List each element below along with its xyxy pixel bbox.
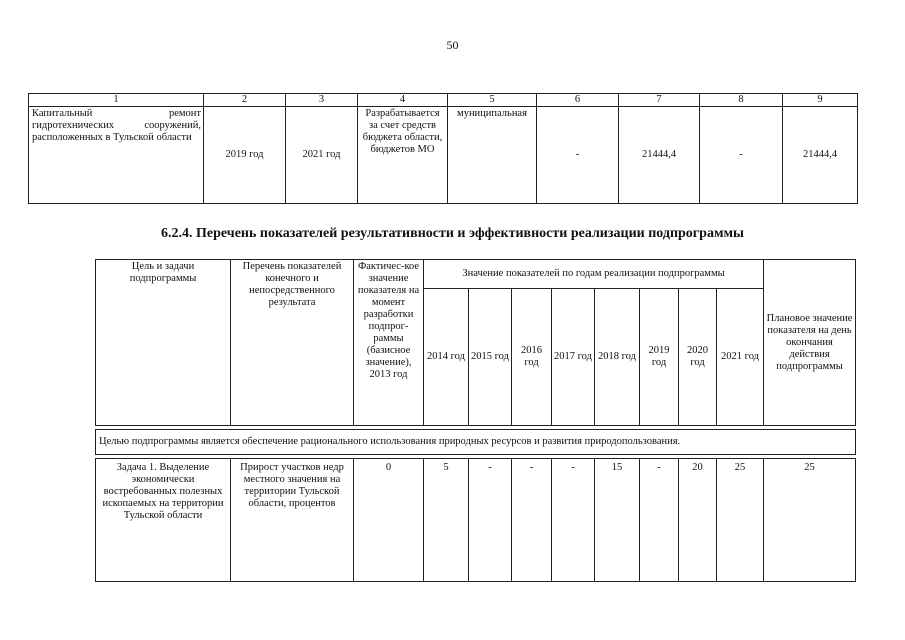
indicator-text: Прирост участков недр местного значения на территории Тульской области, процентов (231, 459, 354, 582)
page-number: 50 (446, 38, 459, 52)
goal-text: Целью подпрограммы является обеспечение рационального использования природных ресурсов и развития природопользования. (96, 430, 856, 455)
table-row (96, 459, 856, 582)
end-year: 2021 год (286, 107, 358, 204)
cell-value: - (700, 107, 783, 204)
year-value: - (640, 459, 679, 582)
year-header: 2021 год (717, 289, 764, 426)
planned-value-header: Плановое значение показателя на день окончания действия подпрограммы (764, 260, 856, 426)
by-years-header: Значение показателей по годам реализации подпрограммы (424, 260, 764, 289)
year-value: 25 (717, 459, 764, 582)
program-type: муниципальная (448, 107, 537, 204)
header-row (96, 260, 856, 289)
year-value: 15 (595, 459, 640, 582)
column-number-row (29, 94, 858, 107)
column-number: 7 (619, 94, 700, 107)
base-value: 0 (354, 459, 424, 582)
year-header: 2015 год (469, 289, 512, 426)
indicators-table (95, 259, 856, 582)
table-row (29, 107, 858, 204)
year-header: 2020 год (679, 289, 717, 426)
planned-value: 25 (764, 459, 856, 582)
year-value: - (552, 459, 595, 582)
year-value: - (469, 459, 512, 582)
year-header: 2017 год (552, 289, 595, 426)
task-text: Задача 1. Выделение экономически востребованных полезных ископаемых на территории Тульской области (96, 459, 231, 582)
year-value: 20 (679, 459, 717, 582)
column-number: 8 (700, 94, 783, 107)
cell-value: - (537, 107, 619, 204)
goal-row (96, 430, 856, 455)
column-number: 5 (448, 94, 537, 107)
year-header: 2019 год (640, 289, 679, 426)
actual-value-header: Фактичес-кое значение показателя на момент разработки подпрог-раммы (базисное значение), 2013 год (354, 260, 424, 426)
year-header: 2014 год (424, 289, 469, 426)
column-number: 2 (204, 94, 286, 107)
year-value: - (512, 459, 552, 582)
start-year: 2019 год (204, 107, 286, 204)
cell-value: 21444,4 (783, 107, 858, 204)
year-header: 2016 год (512, 289, 552, 426)
year-value: 5 (424, 459, 469, 582)
column-number: 1 (29, 94, 204, 107)
goal-header: Цель и задачи подпрограммы (96, 260, 231, 426)
cell-value: 21444,4 (619, 107, 700, 204)
funding-table (28, 93, 858, 204)
column-number: 6 (537, 94, 619, 107)
column-number: 9 (783, 94, 858, 107)
activity-name: Капитальный ремонт гидротехнических сооружений, расположенных в Тульской области (29, 107, 204, 204)
funding-source: Разрабатывается за счет средств бюджета области, бюджетов МО (358, 107, 448, 204)
column-number: 4 (358, 94, 448, 107)
indicators-header: Перечень показателей конечного и непосредственного результата (231, 260, 354, 426)
column-number: 3 (286, 94, 358, 107)
year-header: 2018 год (595, 289, 640, 426)
section-heading: 6.2.4. Перечень показателей результативности и эффективности реализации подпрограммы (161, 226, 744, 241)
